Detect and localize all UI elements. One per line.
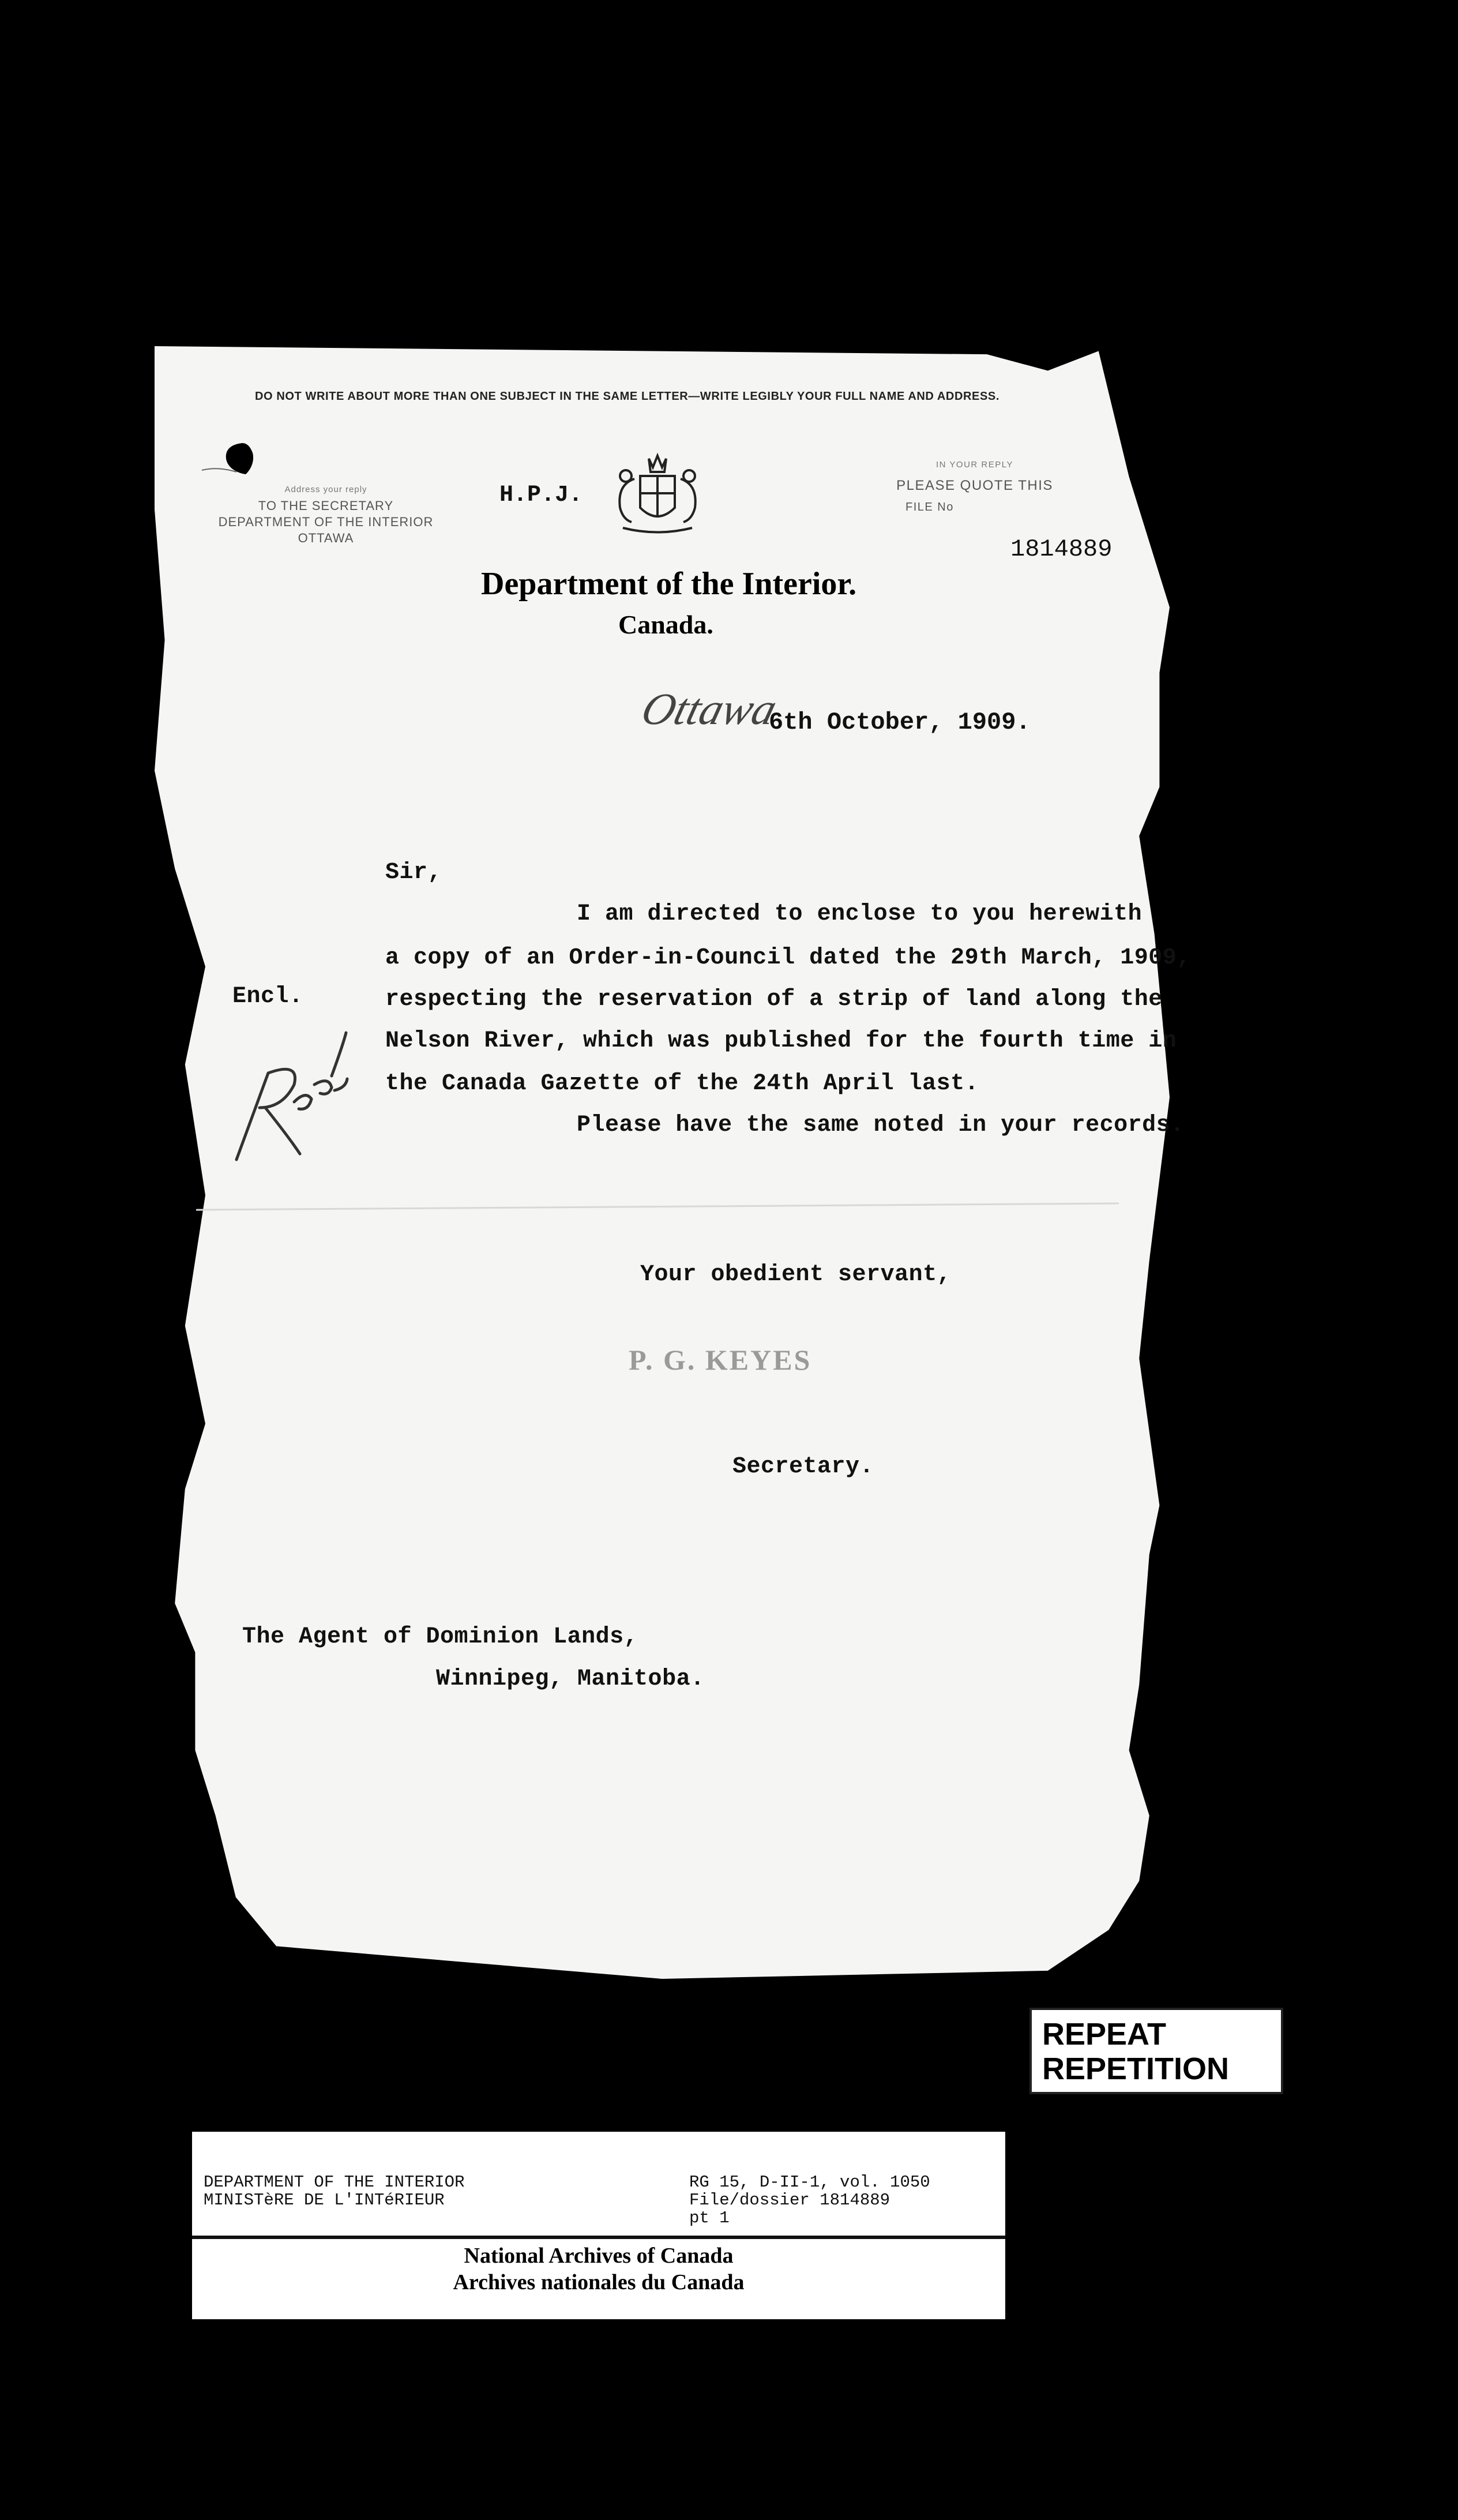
- body-line: the Canada Gazette of the 24th April last.: [385, 1071, 979, 1097]
- archives-fr: Archives nationales du Canada: [453, 2270, 745, 2294]
- reply-address-block: [211, 482, 441, 546]
- label-file: File/dossier 1814889: [689, 2191, 890, 2210]
- typist-initials: H.P.J.: [499, 482, 583, 508]
- label-dept-fr: MINISTèRE DE L'INTéRIEUR: [204, 2191, 445, 2210]
- reply-line-1: IN YOUR REPLY: [936, 460, 1013, 470]
- addressee-line-2: Winnipeg, Manitoba.: [436, 1666, 705, 1692]
- country-heading: Canada.: [618, 610, 713, 639]
- body-line: a copy of an Order-in-Council dated the 29th March, 1909,: [385, 945, 1191, 971]
- label-department: [204, 2173, 464, 2209]
- salutation: Sir,: [385, 860, 442, 886]
- department-heading: Department of the Interior.: [481, 566, 857, 602]
- body-line: respecting the reservation of a strip of land along the: [385, 987, 1163, 1012]
- address-line-4: OTTAWA: [298, 531, 354, 545]
- wax-seal-mark: [190, 438, 260, 482]
- label-reference: [689, 2173, 930, 2227]
- coat-of-arms-icon: [600, 450, 715, 542]
- body-line: Nelson River, which was published for the fourth time in: [385, 1028, 1177, 1054]
- reply-line-2: PLEASE QUOTE THIS: [896, 478, 1053, 493]
- archives-en: National Archives of Canada: [464, 2244, 734, 2268]
- letter-date: 6th October, 1909.: [769, 708, 1031, 736]
- address-line-2: TO THE SECRETARY: [258, 498, 394, 513]
- signature-stamp: P. G. KEYES: [629, 1344, 812, 1376]
- handwritten-received-note: [213, 1021, 352, 1171]
- address-line-1: Address your reply: [284, 485, 367, 494]
- address-line-3: DEPARTMENT OF THE INTERIOR: [218, 515, 434, 529]
- file-number: 1814889: [1010, 535, 1113, 563]
- label-reference-group: RG 15, D-II-1, vol. 1050: [689, 2173, 930, 2192]
- closing: Your obedient servant,: [640, 1262, 952, 1288]
- body-line: Please have the same noted in your records.: [577, 1112, 1185, 1138]
- label-dept-en: DEPARTMENT OF THE INTERIOR: [204, 2173, 465, 2192]
- reply-file-label: FILE No: [905, 501, 954, 513]
- reply-quote-block: [859, 455, 1090, 518]
- repeat-stamp: [1029, 2008, 1283, 2094]
- place-handwritten: Ottawa: [636, 684, 783, 734]
- signer-title: Secretary.: [732, 1454, 874, 1480]
- enclosure-note: Encl.: [232, 984, 303, 1010]
- label-divider: [192, 2236, 1005, 2239]
- body-line: I am directed to enclose to you herewith: [577, 901, 1143, 927]
- addressee-line-1: The Agent of Dominion Lands,: [242, 1624, 638, 1650]
- stamp-line-2: REPETITION: [1042, 2052, 1230, 2086]
- archive-label: [192, 2132, 1005, 2319]
- label-part: pt 1: [689, 2208, 730, 2228]
- label-archives: [192, 2242, 1005, 2296]
- letterhead-warning: DO NOT WRITE ABOUT MORE THAN ONE SUBJECT IN THE SAME LETTER—WRITE LEGIBLY YOUR FULL NAME AND ADDRESS.: [255, 390, 1000, 403]
- stamp-line-1: REPEAT: [1042, 2017, 1167, 2052]
